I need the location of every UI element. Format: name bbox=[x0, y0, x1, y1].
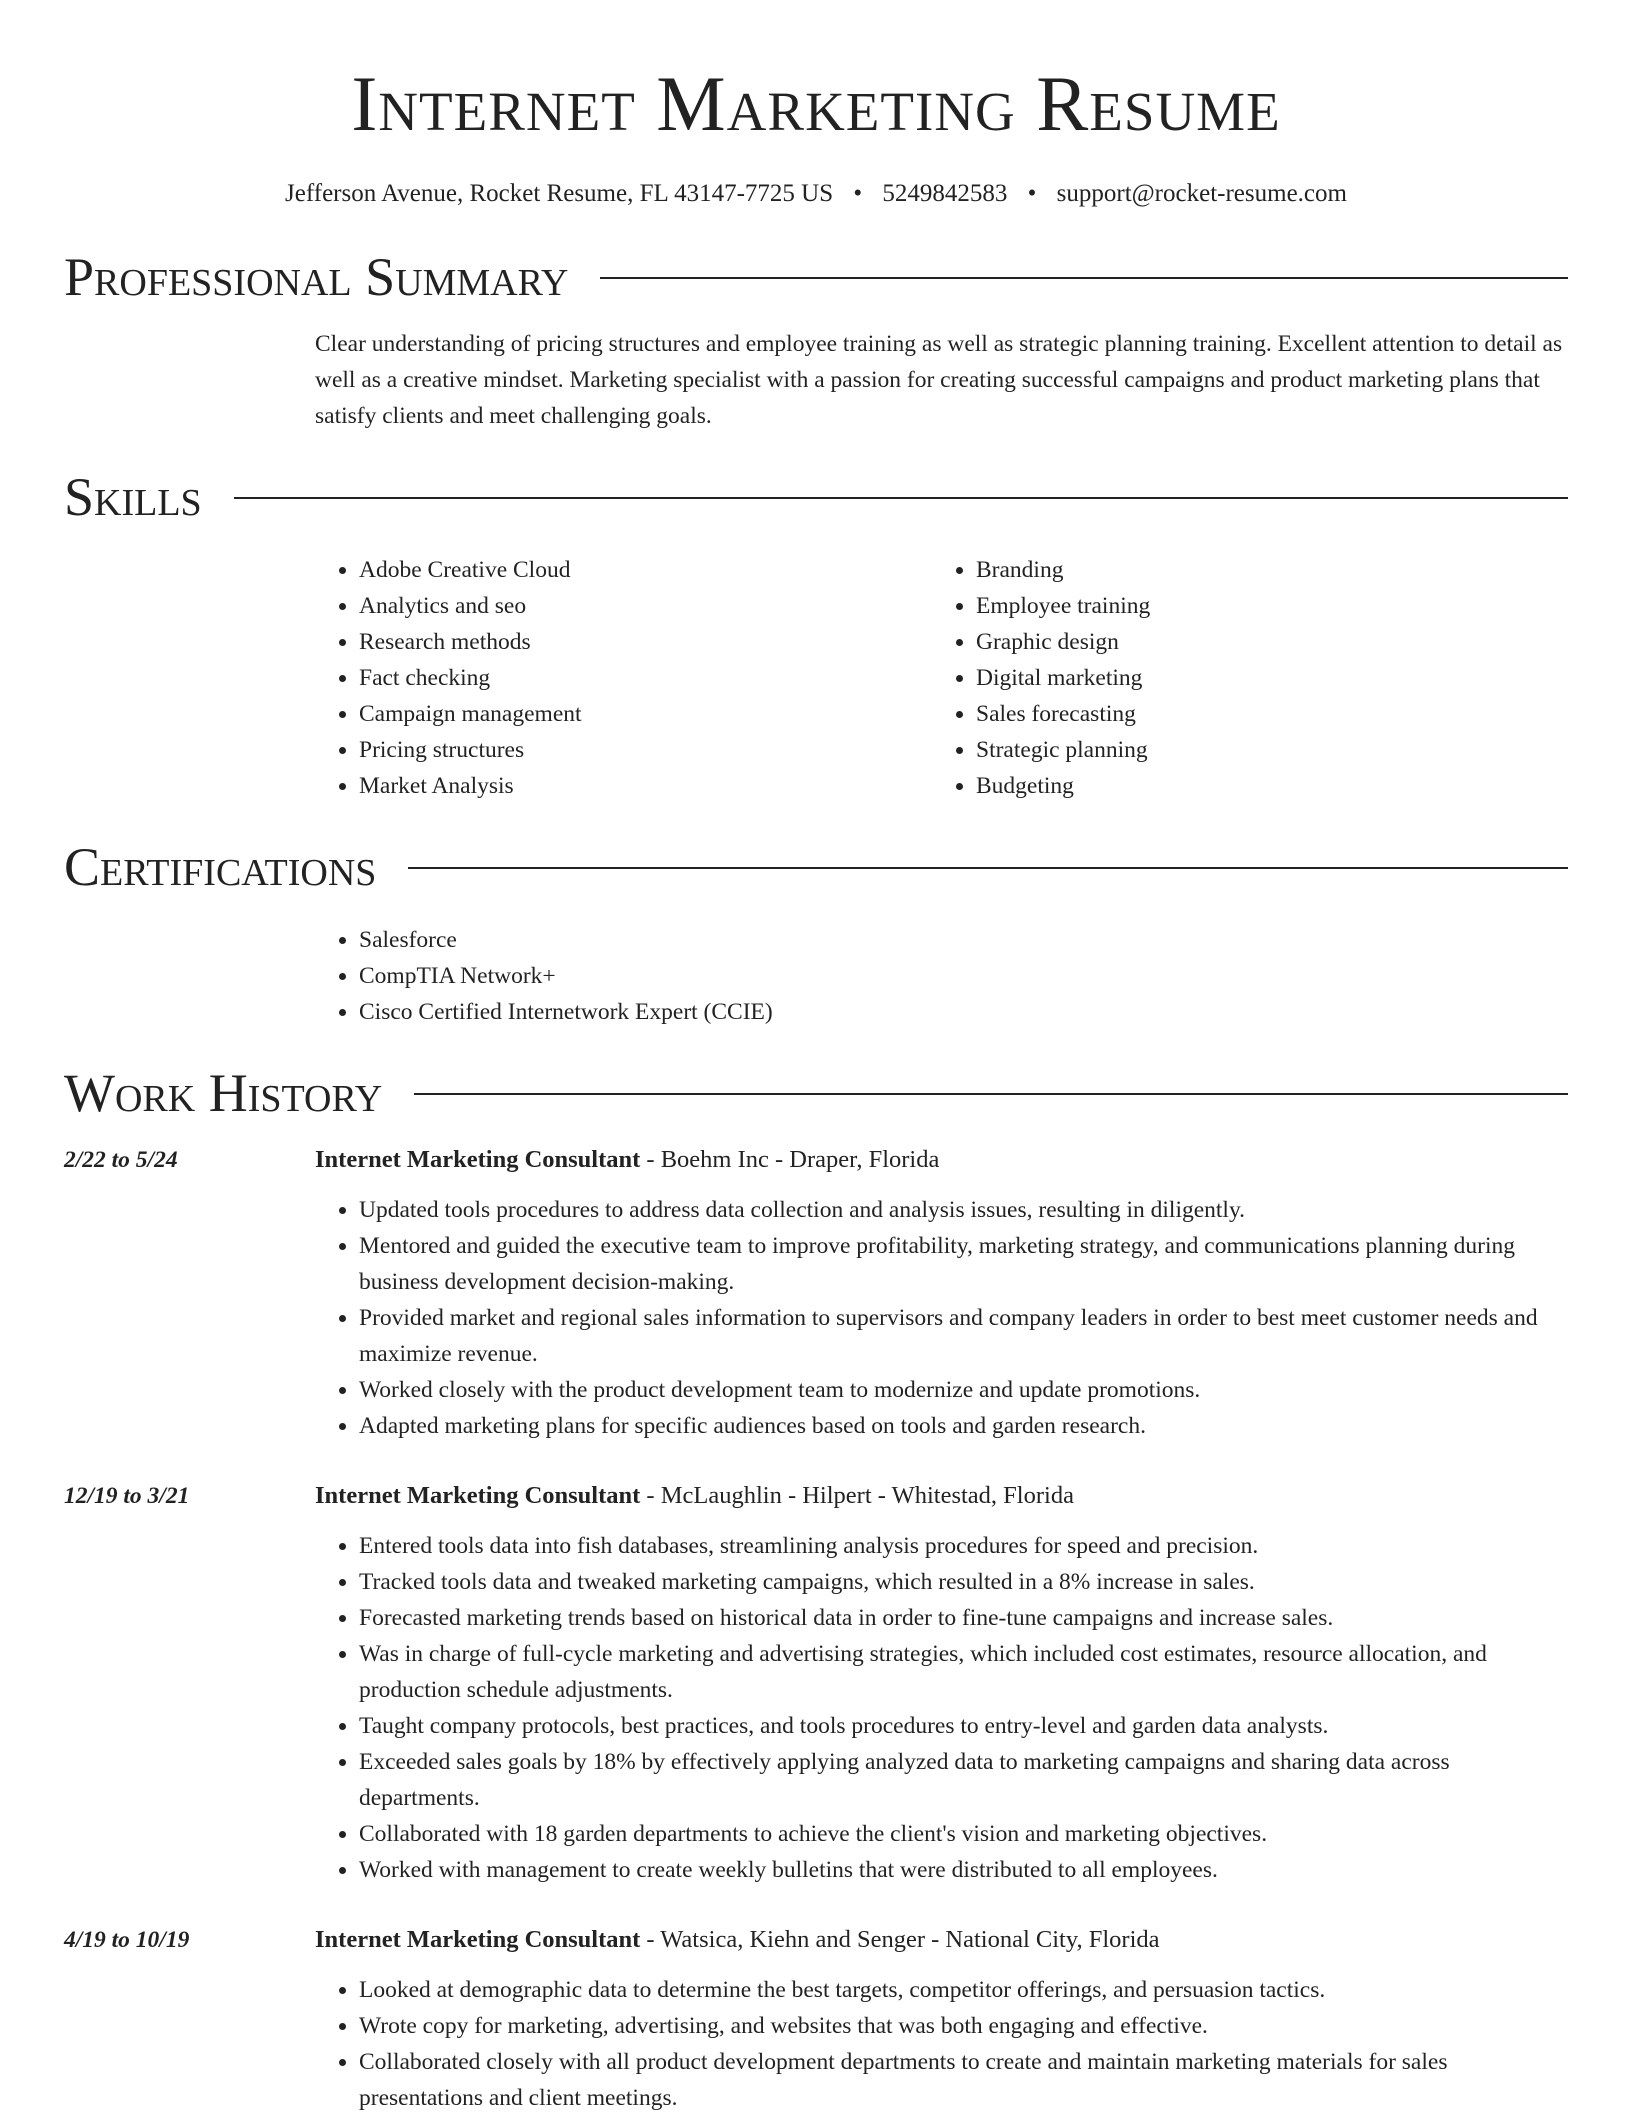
skill-item: • Budgeting bbox=[976, 768, 1549, 804]
resume-page bbox=[64, 0, 1568, 2116]
skill-item: • Strategic planning bbox=[976, 732, 1549, 768]
job-bullet: • Entered tools data into fish databases, streamlining analysis procedures for speed and precision. bbox=[359, 1528, 1568, 1564]
job-bullets bbox=[315, 1972, 1568, 2116]
job-dates: 2/22 to 5/24 bbox=[64, 1147, 178, 1173]
job-title-line bbox=[315, 1142, 1568, 1178]
work-history-heading-title: Work History bbox=[64, 1063, 383, 1123]
job-title-line bbox=[315, 1478, 1568, 1514]
skill-item: • Graphic design bbox=[976, 624, 1549, 660]
skill-item: • Employee training bbox=[976, 588, 1549, 624]
section-divider bbox=[414, 1093, 1568, 1095]
job-bullet: • Adapted marketing plans for specific audiences based on tools and garden research. bbox=[359, 1408, 1568, 1444]
skills-list-right bbox=[932, 552, 1549, 804]
job-bullets bbox=[315, 1528, 1568, 1888]
skill-item: • Branding bbox=[976, 552, 1549, 588]
job-company: - Watsica, Kiehn and Senger - National City, Florida bbox=[640, 1926, 1160, 1953]
skills-heading bbox=[64, 464, 1568, 530]
job-company: - Boehm Inc - Draper, Florida bbox=[640, 1146, 940, 1173]
job-bullet: • Worked closely with the product development team to modernize and update promotions. bbox=[359, 1372, 1568, 1408]
skill-item: • Analytics and seo bbox=[359, 588, 932, 624]
skill-item: • Sales forecasting bbox=[976, 696, 1549, 732]
job-entry bbox=[64, 1478, 1568, 1888]
certifications-heading-title: Certifications bbox=[64, 837, 377, 897]
contact-address: Jefferson Avenue, Rocket Resume, FL 43147-7725 US bbox=[285, 180, 834, 207]
job-bullets bbox=[315, 1192, 1568, 1444]
skills-heading-title: Skills bbox=[64, 467, 202, 527]
job-bullet: • Taught company protocols, best practices, and tools procedures to entry-level and garden data analysts. bbox=[359, 1708, 1568, 1744]
section-divider bbox=[408, 867, 1568, 869]
section-divider bbox=[600, 277, 1568, 279]
job-bullet: • Collaborated with 18 garden departments to achieve the client's vision and marketing objectives. bbox=[359, 1816, 1568, 1852]
work-history-heading bbox=[64, 1060, 1568, 1126]
skill-item: • Fact checking bbox=[359, 660, 932, 696]
job-bullet: • Was in charge of full-cycle marketing and advertising strategies, which included cost estimates, resource allocation, and production schedule adjustments. bbox=[359, 1636, 1568, 1708]
contact-separator: • bbox=[853, 180, 863, 207]
certification-item: • Salesforce bbox=[359, 922, 1568, 958]
skills-column-right bbox=[932, 552, 1549, 804]
contact-separator: • bbox=[1027, 180, 1037, 207]
job-entry bbox=[64, 1922, 1568, 2116]
resume-title: Internet Marketing Resume bbox=[351, 60, 1281, 147]
skills-list-left bbox=[315, 552, 932, 804]
job-bullet: • Worked with management to create weekly bulletins that were distributed to all employees. bbox=[359, 1852, 1568, 1888]
contact-email: support@rocket-resume.com bbox=[1056, 180, 1347, 207]
certifications-list bbox=[315, 922, 1568, 1030]
job-entry bbox=[64, 1142, 1568, 1444]
job-title: Internet Marketing Consultant bbox=[315, 1146, 641, 1173]
job-dates: 12/19 to 3/21 bbox=[64, 1483, 190, 1509]
job-title: Internet Marketing Consultant bbox=[315, 1926, 641, 1953]
job-title: Internet Marketing Consultant bbox=[315, 1482, 641, 1509]
skill-item: • Digital marketing bbox=[976, 660, 1549, 696]
skill-item: • Research methods bbox=[359, 624, 932, 660]
skills-column-left bbox=[315, 552, 932, 804]
summary-text: Clear understanding of pricing structures and employee training as well as strategic planning training. Excellent attention to detail as well as a creative mindset. Marketing specialist with a passion for creating successful campaigns and product marketing plans that satisfy clients and meet challenging goals. bbox=[315, 331, 1563, 429]
job-details bbox=[315, 1142, 1568, 1444]
job-bullet: • Exceeded sales goals by 18% by effectively applying analyzed data to marketing campaigns and sharing data across departments. bbox=[359, 1744, 1568, 1816]
job-dates: 4/19 to 10/19 bbox=[64, 1927, 190, 1953]
job-bullet: • Tracked tools data and tweaked marketing campaigns, which resulted in a 8% increase in sales. bbox=[359, 1564, 1568, 1600]
job-details bbox=[315, 1478, 1568, 1888]
section-divider bbox=[234, 497, 1568, 499]
contact-phone: 5249842583 bbox=[882, 180, 1008, 207]
job-bullet: • Forecasted marketing trends based on historical data in order to fine-tune campaigns and increase sales. bbox=[359, 1600, 1568, 1636]
job-bullet: • Looked at demographic data to determine the best targets, competitor offerings, and persuasion tactics. bbox=[359, 1972, 1568, 2008]
skills-list bbox=[315, 552, 1568, 804]
skill-item: • Pricing structures bbox=[359, 732, 932, 768]
certifications-bullets bbox=[315, 922, 1568, 1030]
job-bullet: • Collaborated closely with all product development departments to create and maintain marketing materials for sales presentations and client meetings. bbox=[359, 2044, 1568, 2116]
certification-item: • CompTIA Network+ bbox=[359, 958, 1568, 994]
job-bullet: • Updated tools procedures to address data collection and analysis issues, resulting in diligently. bbox=[359, 1192, 1568, 1228]
certifications-heading bbox=[64, 834, 1568, 900]
certification-item: • Cisco Certified Internetwork Expert (CCIE) bbox=[359, 994, 1568, 1030]
skill-item: • Adobe Creative Cloud bbox=[359, 552, 932, 588]
skill-item: • Market Analysis bbox=[359, 768, 932, 804]
skill-item: • Campaign management bbox=[359, 696, 932, 732]
job-bullet: • Mentored and guided the executive team to improve profitability, marketing strategy, and communications planning during business development decision-making. bbox=[359, 1228, 1568, 1300]
job-title-line bbox=[315, 1922, 1568, 1958]
job-bullet: • Provided market and regional sales information to supervisors and company leaders in order to best meet customer needs and maximize revenue. bbox=[359, 1300, 1568, 1372]
summary-heading-title: Professional Summary bbox=[64, 247, 569, 307]
contact-line bbox=[64, 178, 1568, 210]
job-company: - McLaughlin - Hilpert - Whitestad, Florida bbox=[640, 1482, 1074, 1509]
job-details bbox=[315, 1922, 1568, 2116]
summary-heading bbox=[64, 244, 1568, 310]
job-bullet: • Wrote copy for marketing, advertising, and websites that was both engaging and effective. bbox=[359, 2008, 1568, 2044]
